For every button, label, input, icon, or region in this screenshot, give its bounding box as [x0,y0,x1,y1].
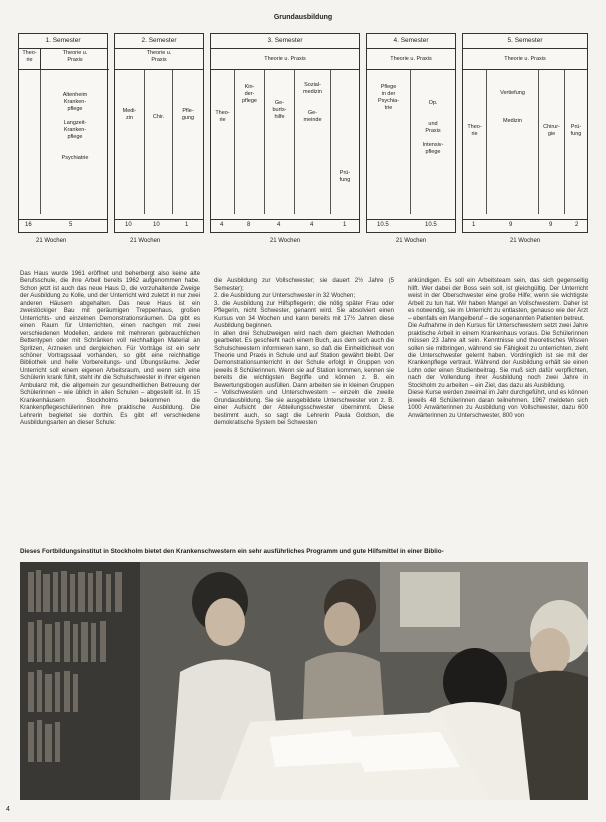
semester-3-weeks-row [211,219,359,232]
semester-5-weeks-c: 9 [549,222,553,228]
semester-3-weeks-d: 4 [310,222,314,228]
semester-4-weeks-row [367,219,455,232]
semester-5-weeks-b: 9 [509,222,513,228]
semester-5-col-surgery [539,70,565,214]
semester-4-title: 4. Semester [367,34,455,49]
semester-5-weeks-a: 1 [472,222,476,228]
semester-1-sub-theory: Theo- rie [19,48,41,70]
semester-1-weeks-a: 16 [25,222,32,228]
page-number: 4 [6,806,10,813]
library-photo [20,562,588,800]
semester-4-weeks-b: 10.5 [425,222,437,228]
semester-3-weeks-c: 4 [277,222,281,228]
semester-5-weeks-row [463,219,587,232]
semester-4-col-psychiatry-text: Pflege in der Psychia- trie [377,84,400,111]
weeks-label-1b: 21 Wochen [130,238,161,244]
semester-3-sub-theory-practice: Theorie u. Praxis [211,48,359,70]
semester-2-col-medicine-text: Medi- zin [122,108,137,121]
semester-5-col-medicine-text: Vertiefung Medizin [500,90,525,124]
semester-3-col-theory [211,70,235,214]
semester-2-weeks-row [115,219,203,232]
article-column-1 [20,270,200,542]
semester-1-weeks-row [19,219,107,232]
semester-2-sub-theory-practice: Theorie u. Praxis [115,48,203,70]
semester-2-box [114,33,204,233]
semester-3-col-obstetrics [265,70,295,214]
semester-1-box [18,33,108,233]
semester-4-col-op-intensive-text: Op. und Praxis Intensiv- pflege [422,100,444,155]
weeks-label-3: 21 Wochen [269,238,301,244]
semester-1-sub-theory-practice: Theorie u. Praxis [41,48,109,70]
semester-5-col-medicine [487,70,539,214]
semester-1-weeks-b: 5 [69,222,73,228]
article-column-1-text: Das Haus wurde 1961 eröffnet und beherbergt also keine alte Berufsschule, die ihre Arbeit bereits 1962 aufgenommen habe. Schon jetzt ist auch das neue Haus D, die vorzuhaltende Zweige der Ausbildung zu Kolle, und der Unterricht wird zuletzt in nur zwei anderen Häusern abgehalten. Das neue Haus ist ein zweistöckiger Bau mit geräumigen Treppenhaus, großen Unterrichts- und einzelnen Demonstrationsräumen. Da gibt es einen Raum für Unterrichten, einen nachgen mit zwei verschiedenen Modellen, andere mit mehreren gebrauchlichen Bettentypen oder mit Schränken voll reichhaltigen Material an Spritzen, Arzneien und dergleichen. Für Vorträge ist ein sehr schöner Vortragssaal vorhanden, so gibt eine reichhaltige Bibliothek und helle Vorbereitungs- und Übungsräume. Jeder Unterricht soll einem eigenen Arbeitsraum, und wenn sich eine Schülerin krank fühlt, steht ihr die Schulschwester in ihrer eigenen Ambulanz mit, die allgemein zur gesundheitlichen Betreuung der Schülerinnen – wie üblich in allen Schulen – abgestellt ist. In 15 Krankenhäusern Stockholms bekommen die Krankenpflegeschülerinnen ihre praktische Ausbildung. Die Lehrerin begleitet sie dorthin. Es gibt elf verschiedene Ausbildungsarten an dieser Schule: [20,270,200,427]
semester-1-col-practice [41,70,109,214]
semester-2-col-medicine [115,70,145,214]
semester-4-col-op-intensive [411,70,455,214]
semester-4-weeks-a: 10.5 [377,222,389,228]
semester-5-col-theory [463,70,487,214]
semester-4-box [366,33,456,233]
semester-3-weeks-a: 4 [220,222,224,228]
semester-1-col-theory [19,70,41,214]
weeks-label-4: 21 Wochen [395,238,427,244]
weeks-label-1a: 21 Wochen [36,238,67,244]
diagram-title: Grundausbildung [273,14,333,21]
semester-5-col-exam-text: Prü- fung [570,124,582,137]
semester-2-title: 2. Semester [115,34,203,49]
semester-3-title: 3. Semester [211,34,359,49]
semester-5-box [462,33,588,233]
semester-5-col-exam [565,70,587,214]
article-column-3-text: ankündigen. Es soll ein Arbeitsteam sein, das sich gegenseitig hilft. Wer dabei der Boss sein soll, ist gleichgültig. Der Unterricht weist in der Oberschwester eine große Hilfe; wenn sie wichtigste Arbeit zu tun hat. Wir haben Mangel an Vollschwestern. Daher ist es notwendig, sie im Unterricht zu entlasten, genauso wie der Arzt – ebenfalls ein Mangelberuf – die sogenannten Patienten betreut. Die Aufnahme in den Kursus für Unterschwestern setzt zwei Jahre praktische Arbeit in einem Krankenhaus voraus. Die Schülerinnen müssen 23 Jahre alt sein. Kenntnisse und theoretisches Wissen sollen sie mitbringen, während sie Fähigkeit zu unterrichten, zieht die Unterschwester gelernt haben. Vordringlich ist sie mit der Krankenpflege vertraut. Während der Ausbildung erhält sie einen Lohn oder einen Studienbeitrag. Sie muß sich dafür verpflichten, nach der Vollendung ihrer Ausbildung noch zwei Jahre in Stockholm zu arbeiten – ein Ziel, das dazu als Ausbildung. Diese Kurse werden zweimal im Jahr durchgeführt, und es können jeweils 48 Schülerinnen daran teilnehmen. 1967 meldeten sich 1000 Anwärterinnen zu Ausbildung von Vollschwester, dazu 600 Anwärterinnen zu Unterschwester, 800 von [408,277,588,419]
semester-3-weeks-e: 1 [343,222,347,228]
article-column-2-text: die Ausbildung zur Vollschwester; sie dauert 2½ Jahre (5 Semester); 2. die Ausbildung zur Unterschwester in 32 Wochen; 3. die Ausbildung zur Hilfspflegerin; die nötig später Frau oder Pflegerin, nicht Schwester, genannt wird. Sie absolviert einen Kursus von 34 Wochen und kann bereits mit 17½ Jahren diese Ausbildung beginnen. In allen drei Schulzweigen wird nach dem gleichen Methoden gearbeitet. Es geschieht nach einem Buch, aus dem sich auch die Schulschwestern informieren kann, so daß die Einheitlichkeit von Theorie und Praxis in Schule und auf Station gewährt bleibt. Der Demonstrationsunterricht in der Schule erfolgt in Gruppen von jeweils 8 Schülerinnen. Wenn sie auf Station kommen, kennen sie bereits die wichtigsten Begriffe und können z. B. ein Bewertungsbogen ausfüllen. Dann arbeiten sie in kleinen Gruppen – Vollschwestern und Unterschwestern – einzeln die zweite Grundausbildung. Sie sie ausgebildete Unterschwester von z. B. einer Aufsicht der Abteilungsschwester übernimmt. Diese bestimmt auch, so sagt die Lehrerin Paula Goldson, die demokratische System bei Schwesten [214,277,394,427]
semester-2-weeks-b: 10 [153,222,160,228]
semester-3-col-exam [331,70,359,214]
semester-5-sub-theory-practice: Theorie u. Praxis [463,48,587,70]
semester-1-title: 1. Semester [19,34,107,49]
semester-2-col-exam [173,70,203,214]
photo-caption: Dieses Fortbildungsinstitut in Stockholm bietet den Krankenschwestern ein sehr ausführliches Programm und gute Hilfsmittel in einer Biblio- [20,548,444,555]
semester-2-col-surgery-text: Chir. [152,114,165,120]
semester-3-col-theory-text: Theo- rie [215,110,230,123]
semester-3-box [210,33,360,233]
semester-5-col-theory-text: Theo- rie [467,124,482,137]
semester-3-col-pediatrics [235,70,265,214]
weeks-label-5: 21 Wochen [509,238,541,244]
semester-3-col-exam-text: Prü- fung [339,170,351,183]
semester-2-weeks-c: 1 [185,222,189,228]
semester-5-weeks-d: 2 [575,222,579,228]
semester-3-col-social-medicine [295,70,331,214]
semester-1-col-practice-text: Altenheim Kranken- pflege Langzeit- Kranken- pflege Psychiatrie [61,92,89,161]
semester-2-col-surgery [145,70,173,214]
semester-4-sub-theory-practice: Theorie u. Praxis [367,48,455,70]
semester-3-weeks-b: 8 [247,222,251,228]
semester-3-col-social-medicine-text: Sozial- medizin Ge- meinde [303,82,322,123]
semester-5-title: 5. Semester [463,34,587,49]
semester-2-col-exam-text: Pfle- gung [181,108,195,121]
semester-4-col-psychiatry [367,70,411,214]
article-column-2 [214,270,394,542]
semester-2-weeks-a: 10 [125,222,132,228]
semester-3-col-pediatrics-text: Kin- der- pflege [242,84,257,104]
semester-3-col-obstetrics-text: Ge- burts- hilfe [272,100,287,120]
semester-5-col-surgery-text: Chirur- gie [543,124,560,137]
article-column-3 [408,270,588,542]
curriculum-diagram [18,33,588,261]
photo-illustration [20,562,588,800]
